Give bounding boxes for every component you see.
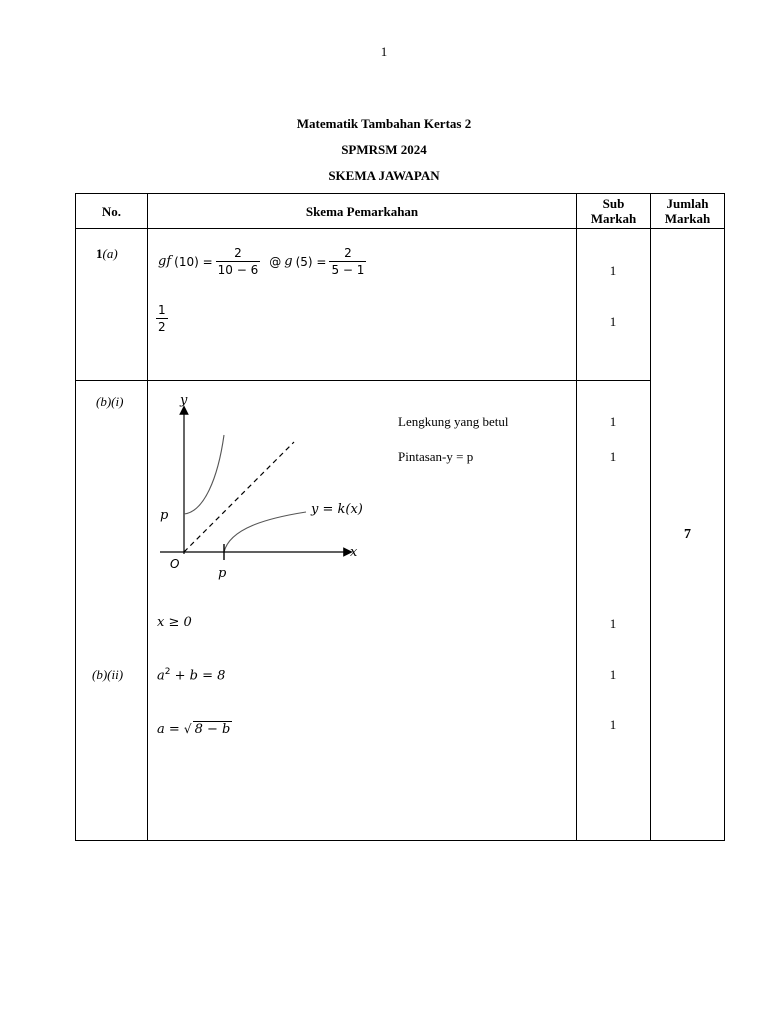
mark-1bii-eq1: 1 xyxy=(609,667,617,682)
header-sub-markah: Sub Markah xyxy=(590,196,637,226)
criteria-correct-curve: Lengkung yang betul xyxy=(398,414,509,429)
mark-1a-answer: 1 xyxy=(609,314,617,329)
mark-1bi-intercept: 1 xyxy=(609,449,617,464)
document-heading: SKEMA JAWAPAN xyxy=(328,168,440,183)
header-no: No. xyxy=(101,204,122,219)
y-axis-label: y xyxy=(180,393,188,408)
line-y-equals-x xyxy=(184,442,294,552)
mark-1bi-curve: 1 xyxy=(609,414,617,429)
y-intercept-label: p xyxy=(160,508,169,523)
answer-half: $\frac{1}{2}$ xyxy=(158,303,166,334)
equation-a-sqrt: a = √ 8 − b xyxy=(157,722,231,737)
question-label-1bi: (b)(i) xyxy=(96,394,124,409)
header-jumlah-markah: Jumlah Markah xyxy=(664,196,711,226)
graph-y-kx xyxy=(148,388,378,588)
curve-label: y = k(x) xyxy=(311,502,363,517)
document-subtitle: SPMRSM 2024 xyxy=(341,142,427,157)
curve-k xyxy=(224,512,306,552)
x-intercept-label: p xyxy=(218,566,227,581)
domain-x-geq-0: x ≥ 0 xyxy=(157,615,192,630)
criteria-y-intercept: Pintasan-y = p xyxy=(398,449,474,464)
curve-inverse xyxy=(184,435,224,514)
mark-1bii-eq2: 1 xyxy=(609,717,617,732)
question-label-1bii: (b)(ii) xyxy=(92,667,124,682)
header-skema: Skema Pemarkahan xyxy=(305,204,419,219)
equation-a2-b-8: $a^2 + b = 8$ xyxy=(157,667,226,684)
page-number: 1 xyxy=(380,44,388,59)
total-marks: 7 xyxy=(684,527,691,542)
origin-label: O xyxy=(170,557,180,571)
working-gf10: gf (10) = $\frac{2}{10 - 6}$ @ g (5) = $\frac{2}{5 - 1}$ xyxy=(158,246,365,277)
mark-1bi-domain: 1 xyxy=(609,616,617,631)
x-axis-label: x xyxy=(350,545,358,560)
document-title: Matematik Tambahan Kertas 2 xyxy=(296,116,472,131)
question-label-1a: 1(a) xyxy=(96,246,118,261)
mark-1a-working: 1 xyxy=(609,263,617,278)
